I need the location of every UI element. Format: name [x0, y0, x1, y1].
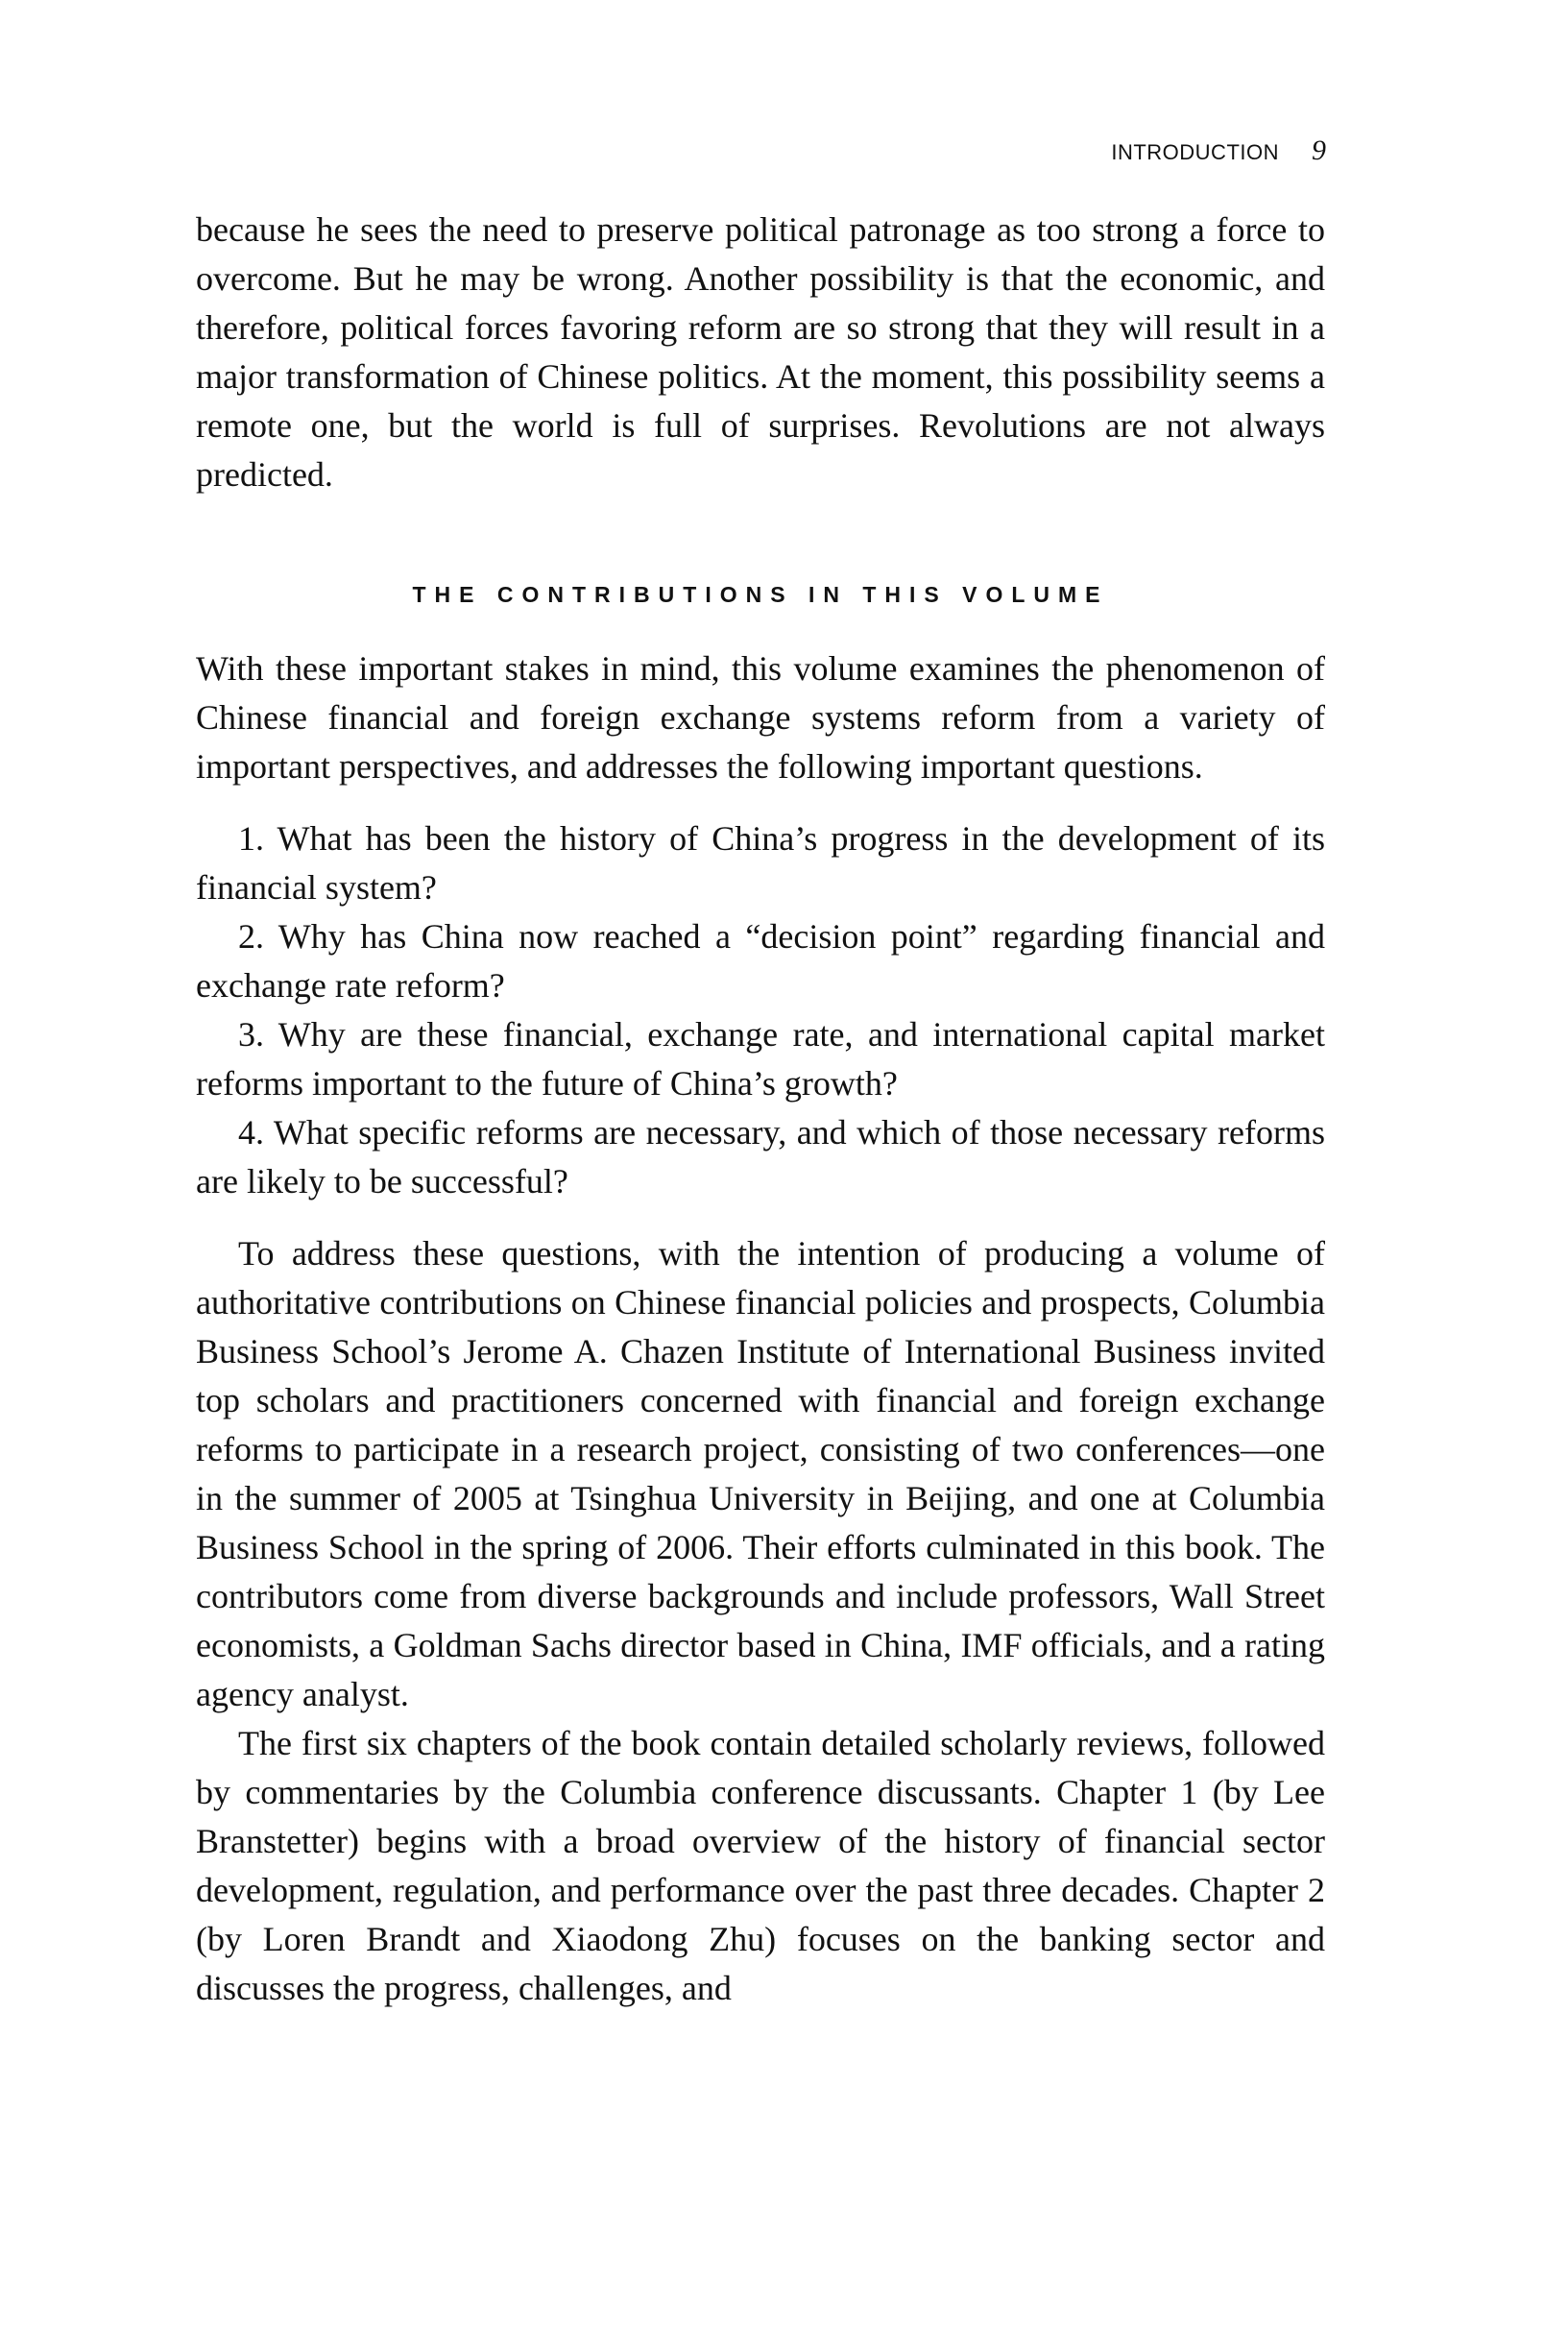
question-item: 3. Why are these financial, exchange rate, and international capital market reforms important to the future of China’s growth?	[196, 1015, 1325, 1103]
section-heading: THE CONTRIBUTIONS IN THIS VOLUME	[412, 582, 1109, 607]
running-head	[1111, 134, 1326, 167]
running-head-section: INTRODUCTION	[1111, 140, 1279, 164]
section-intro-paragraph: With these important stakes in mind, this volume examines the phenomenon of Chinese financial and foreign exchange systems reform from a variety of important perspectives, and addresses the following important questions.	[196, 649, 1325, 786]
page-body	[196, 206, 1325, 2013]
question-list	[196, 814, 1325, 1206]
page-number: 9	[1312, 134, 1326, 166]
body-paragraph: The first six chapters of the book contain detailed scholarly reviews, followed by commentaries by the Columbia conference discussants. Chapter 1 (by Lee Branstetter) begins with a broad overview of the history of financial sector development, regulation, and performance over the past three decades. Chapter 2 (by Loren Brandt and Xiaodong Zhu) focuses on the banking sector and discusses the progress, challenges, and	[196, 1724, 1325, 2007]
question-item: 1. What has been the history of China’s progress in the development of its financial system?	[196, 819, 1325, 907]
opening-paragraph: because he sees the need to preserve political patronage as too strong a force to overcome. But he may be wrong. Another possibility is that the economic, and therefore, political forces favoring reform are so strong that they will result in a major transformation of Chinese politics. At the moment, this possibility seems a remote one, but the world is full of surprises. Revolutions are not always predicted.	[196, 210, 1325, 494]
body-paragraph: To address these questions, with the intention of producing a volume of authoritative contributions on Chinese financial policies and prospects, Columbia Business School’s Jerome A. Chazen Institute of International Business invited top scholars and practitioners concerned with financial and foreign exchange reforms to participate in a research project, consisting of two conferences—one in the summer of 2005 at Tsinghua University in Beijing, and one at Columbia Business School in the spring of 2006. Their efforts culminated in this book. The contributors come from diverse backgrounds and include professors, Wall Street economists, a Goldman Sachs director based in China, IMF officials, and a rating agency analyst.	[196, 1234, 1325, 1713]
question-item: 2. Why has China now reached a “decision point” regarding financial and exchange rate reform?	[196, 917, 1325, 1005]
question-item: 4. What specific reforms are necessary, and which of those necessary reforms are likely to be successful?	[196, 1113, 1325, 1200]
